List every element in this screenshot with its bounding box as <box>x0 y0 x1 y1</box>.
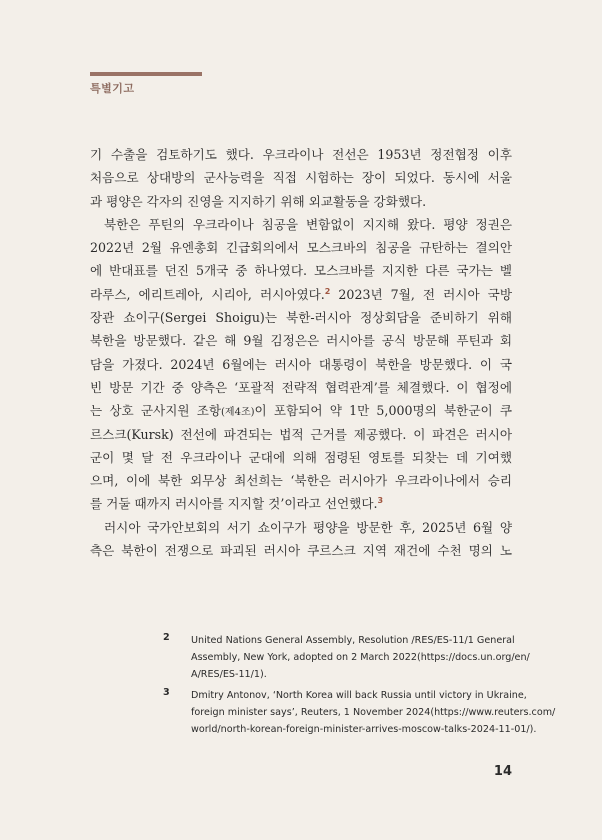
footnote-line: Assembly, New York, adopted on 2 March 2022(https://docs.un.org/en/ <box>191 652 530 663</box>
body-line: 북한은 푸틴의 우크라이나 침공을 변함없이 지지해 왔다. 평양 정권은 <box>104 216 512 232</box>
body-line: 으며, 이에 북한 외무상 최선희는 ‘북한은 러시아가 우크라이나에서 승리 <box>90 473 512 489</box>
footnote-number: 3 <box>163 687 170 698</box>
body-line: 군이 몇 달 전 우크라이나 군대에 의해 점령된 영토를 되찾는 데 기여했 <box>90 449 512 465</box>
body-line: 에 반대표를 던진 5개국 중 하나였다. 모스크바를 지지한 다른 국가는 벨 <box>90 263 512 279</box>
footnote-line: world/north-korean-foreign-minister-arrives-moscow-talks-2024-11-01/). <box>191 724 537 735</box>
body-line: 북한을 방문했다. 같은 해 9월 김정은은 러시아를 공식 방문해 푸틴과 회 <box>90 333 512 349</box>
body-line: 담을 가졌다. 2024년 6월에는 러시아 대통령이 북한을 방문했다. 이 국 <box>90 356 512 372</box>
footnote-line: United Nations General Assembly, Resolution /RES/ES-11/1 General <box>191 635 515 646</box>
body-line-segment: 라루스, 에리트레아, 시리아, 러시아였다. <box>90 286 325 302</box>
footnote-number: 2 <box>163 632 170 643</box>
body-line-segment: 이 포함되어 약 1만 5,000명의 북한군이 쿠 <box>254 403 512 419</box>
footnote <box>163 687 556 738</box>
footnote-line: foreign minister says’, Reuters, 1 November 2024(https://www.reuters.com/ <box>191 707 556 718</box>
body-line: 러시아 국가안보회의 서기 쇼이구가 평양을 방문한 후, 2025년 6월 양 <box>104 519 512 535</box>
section-label: 특별기고 <box>90 82 135 95</box>
footnote <box>163 632 530 683</box>
page-number: 14 <box>493 764 512 779</box>
body-line: 처음으로 상대방의 군사능력을 직접 시험하는 장이 되었다. 동시에 서울 <box>90 170 512 186</box>
body-line: 기 수출을 검토하기도 했다. 우크라이나 전선은 1953년 정전협정 이후 <box>90 147 512 162</box>
body-line: 측은 북한이 전쟁으로 파괴된 러시아 쿠르스크 지역 재건에 수천 명의 노 <box>90 543 512 559</box>
body-line-segment: 2023년 7월, 전 러시아 국방 <box>338 286 512 302</box>
header-accent-bar <box>90 72 202 76</box>
footnote-line: Dmitry Antonov, ‘North Korea will back Russia until victory in Ukraine, <box>191 690 527 701</box>
body-line: 빈 방문 기간 중 양측은 ‘포괄적 전략적 협력관계’를 체결했다. 이 협정에 <box>90 379 512 395</box>
body-line-segment-small: (제4조) <box>221 407 255 419</box>
body-line: 2022년 2월 유엔총회 긴급회의에서 모스크바의 침공을 규탄하는 결의안 <box>90 240 512 256</box>
body-line: 과 평양은 각자의 진영을 지지하기 위해 외교활동을 강화했다. <box>90 193 427 209</box>
body-line <box>90 492 512 515</box>
footnote-line: A/RES/ES-11/1). <box>191 669 267 680</box>
body-line: 르스크(Kursk) 전선에 파견되는 법적 근거를 제공했다. 이 파견은 러시아 <box>90 426 512 442</box>
body-line <box>90 399 512 422</box>
body-line-segment: 를 거둘 때까지 러시아를 지지할 것’이라고 선언했다. <box>90 496 378 512</box>
article-body <box>90 143 512 562</box>
footnote-ref[interactable]: 2 <box>324 286 331 296</box>
body-line-segment: 는 상호 군사지원 조항 <box>90 403 222 419</box>
body-line: 장관 쇼이구(Sergei Shoigu)는 북한-러시아 정상회담을 준비하기 위해 <box>90 310 512 326</box>
footnote-ref[interactable]: 3 <box>377 496 384 506</box>
body-line <box>90 283 512 306</box>
footnotes <box>163 632 556 742</box>
